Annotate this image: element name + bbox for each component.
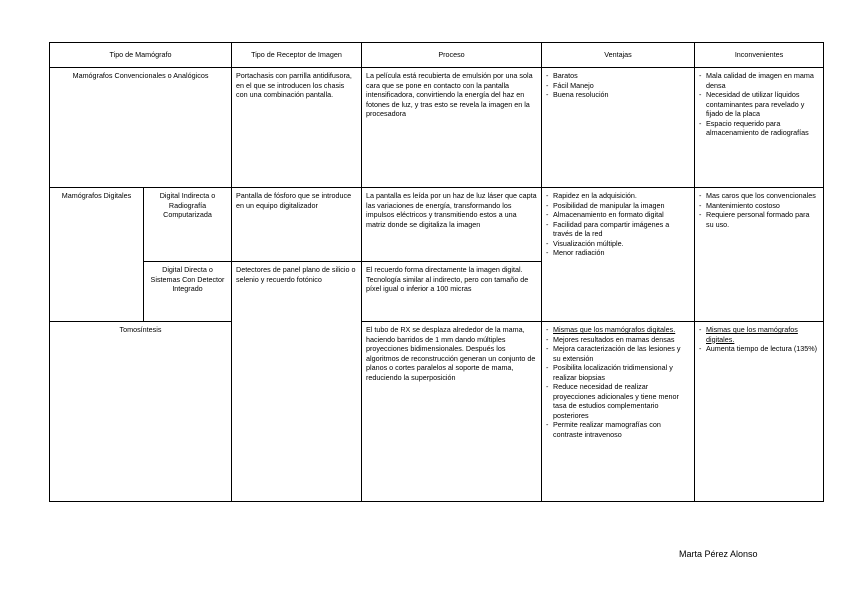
list-item: - Espacio requerido para almacenamiento de radiografías — [699, 119, 819, 138]
header-row — [50, 43, 824, 68]
row-digital-indirecta — [50, 188, 824, 262]
proceso-digital-indirecta: La pantalla es leída por un haz de luz láser que capta las variaciones de energía, transformando los impulsos eléctricos y transmitiendo estos a una matriz donde se digitaliza la imagen — [362, 188, 542, 262]
proceso-digital-directa: El recuerdo forma directamente la imagen digital. Tecnología similar al indirecto, pero con tamaño de píxel igual o inferior a 100 micras — [362, 262, 542, 322]
tipo-digital-directa: Digital Directa o Sistemas Con Detector Integrado — [144, 262, 232, 322]
list-item: - Almacenamiento en formato digital — [546, 210, 690, 220]
list-item: - Permite realizar mamografías con contraste intravenoso — [546, 420, 690, 439]
header-ventajas: Ventajas — [542, 43, 695, 68]
header-receptor: Tipo de Receptor de Imagen — [232, 43, 362, 68]
list-item: - Buena resolución — [546, 90, 690, 100]
list-item: - Mantenimiento costoso — [699, 201, 819, 211]
list-item: - Posibilita localización tridimensional y realizar biopsias — [546, 363, 690, 382]
list-item: - Menor radiación — [546, 248, 690, 258]
list-item: - Posibilidad de manipular la imagen — [546, 201, 690, 211]
receptor-convencionales: Portachasis con parrilla antidifusora, en el que se introducen los chasis con una combinación pantalla. — [232, 68, 362, 188]
list-item: - Mismas que los mamógrafos digitales. — [699, 325, 819, 344]
inconvenientes-convencionales — [695, 68, 824, 188]
header-tipo: Tipo de Mamógrafo — [50, 43, 232, 68]
list-item: - Mejores resultados en mamas densas — [546, 335, 690, 345]
ventajas-tomosintesis — [542, 322, 695, 502]
list-item: - Mismas que los mamógrafos digitales. — [546, 325, 690, 335]
tipo-digital-indirecta: Digital Indirecta o Radiografía Computarizada — [144, 188, 232, 262]
inconvenientes-digitales — [695, 188, 824, 322]
list-item: - Facilidad para compartir imágenes a través de la red — [546, 220, 690, 239]
row-tomosintesis — [50, 322, 824, 502]
proceso-tomosintesis: El tubo de RX se desplaza alrededor de la mama, haciendo barridos de 1 mm dando múltiples proyecciones bidimensionales. Después los algoritmos de reconstrucción generan un conjunto de planos o cortes paralelos al soporte de mama, reduciendo la superposición — [362, 322, 542, 502]
list-item: - Fácil Manejo — [546, 81, 690, 91]
list-item: - Mejora caracterización de las lesiones y su extensión — [546, 344, 690, 363]
header-inconvenientes: Inconvenientes — [695, 43, 824, 68]
list-item: - Aumenta tiempo de lectura (135%) — [699, 344, 819, 354]
tipo-tomosintesis: Tomosíntesis — [50, 322, 232, 502]
list-item: - Rapidez en la adquisición. — [546, 191, 690, 201]
list-item: - Requiere personal formado para su uso. — [699, 210, 819, 229]
author-name: Marta Pérez Alonso — [679, 549, 758, 559]
list-item: - Mas caros que los convencionales — [699, 191, 819, 201]
receptor-panel-plano: Detectores de panel plano de silicio o selenio y recuerdo fotónico — [232, 262, 362, 502]
list-item: - Baratos — [546, 71, 690, 81]
header-proceso: Proceso — [362, 43, 542, 68]
comparison-table — [49, 42, 824, 502]
list-item: - Necesidad de utilizar líquidos contaminantes para revelado y fijado de la placa — [699, 90, 819, 119]
inconvenientes-tomosintesis — [695, 322, 824, 502]
ventajas-digitales — [542, 188, 695, 322]
row-convencionales — [50, 68, 824, 188]
tipo-digitales: Mamógrafos Digitales — [50, 188, 144, 322]
ventajas-convencionales — [542, 68, 695, 188]
list-item: - Mala calidad de imagen en mama densa — [699, 71, 819, 90]
list-item: - Reduce necesidad de realizar proyecciones adicionales y tiene menor tasa de estudios complementario posteriores — [546, 382, 690, 420]
list-item: - Visualización múltiple. — [546, 239, 690, 249]
receptor-digital-indirecta: Pantalla de fósforo que se introduce en un equipo digitalizador — [232, 188, 362, 262]
proceso-convencionales: La película está recubierta de emulsión por una sola cara que se pone en contacto con la pantalla intensificadora, convirtiendo la energía del haz en fotones de luz, y tras esto se revela la imagen en la procesadora — [362, 68, 542, 188]
tipo-convencionales: Mamógrafos Convencionales o Analógicos — [50, 68, 232, 188]
